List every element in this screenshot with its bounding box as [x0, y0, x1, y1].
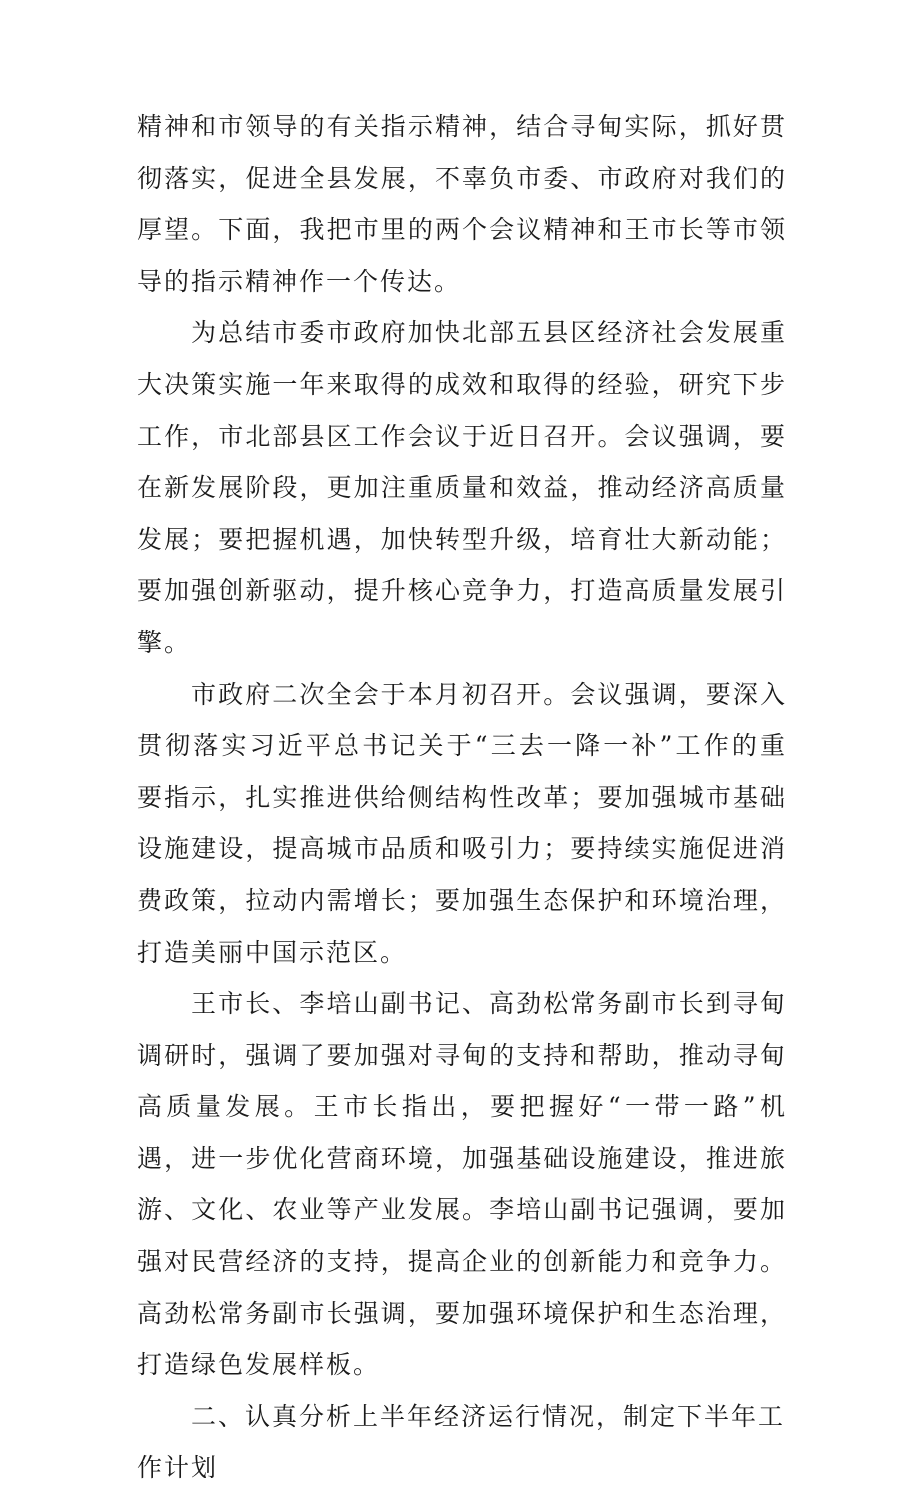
- section-heading: 二、认真分析上半年经济运行情况，制定下半年工作计划: [137, 1401, 786, 1483]
- paragraph-continuation: 精神和市领导的有关指示精神，结合寻甸实际，抓好贯彻落实，促进全县发展，不辜负市委、市政府对我们的厚望。下面，我把市里的两个会议精神和王市长等市领导的指示精神作一个传达。: [137, 112, 787, 296]
- paragraph-north-county-meeting: 为总结市委市政府加快北部五县区经济社会发展重大决策实施一年来取得的成效和取得的经验，研究下步工作，市北部县区工作会议于近日召开。会议强调，要在新发展阶段，更加注重质量和效益，推动经济高质量发展；要把握机遇，加快转型升级，培育壮大新动能；要加强创新驱动，提升核心竞争力，打造高质量发展引擎。: [137, 318, 787, 657]
- paragraph-municipal-plenary: 市政府二次全会于本月初召开。会议强调，要深入贯彻落实习近平总书记关于“三去一降一补”工作的重要指示，扎实推进供给侧结构性改革；要加强城市基础设施建设，提高城市品质和吸引力；要持续实施促进消费政策，拉动内需增长；要加强生态保护和环境治理，打造美丽中国示范区。: [137, 679, 787, 967]
- paragraph-leaders-research: 王市长、李培山副书记、高劲松常务副市长到寻甸调研时，强调了要加强对寻甸的支持和帮助，推动寻甸高质量发展。王市长指出，要把握好“一带一路”机遇，进一步优化营商环境，加强基础设施建设，推进旅游、文化、农业等产业发展。李培山副书记强调，要加强对民营经济的支持，提高企业的创新能力和竞争力。高劲松常务副市长强调，要加强环境保护和生态治理，打造绿色发展样板。: [137, 989, 787, 1380]
- document-body: [137, 101, 787, 1494]
